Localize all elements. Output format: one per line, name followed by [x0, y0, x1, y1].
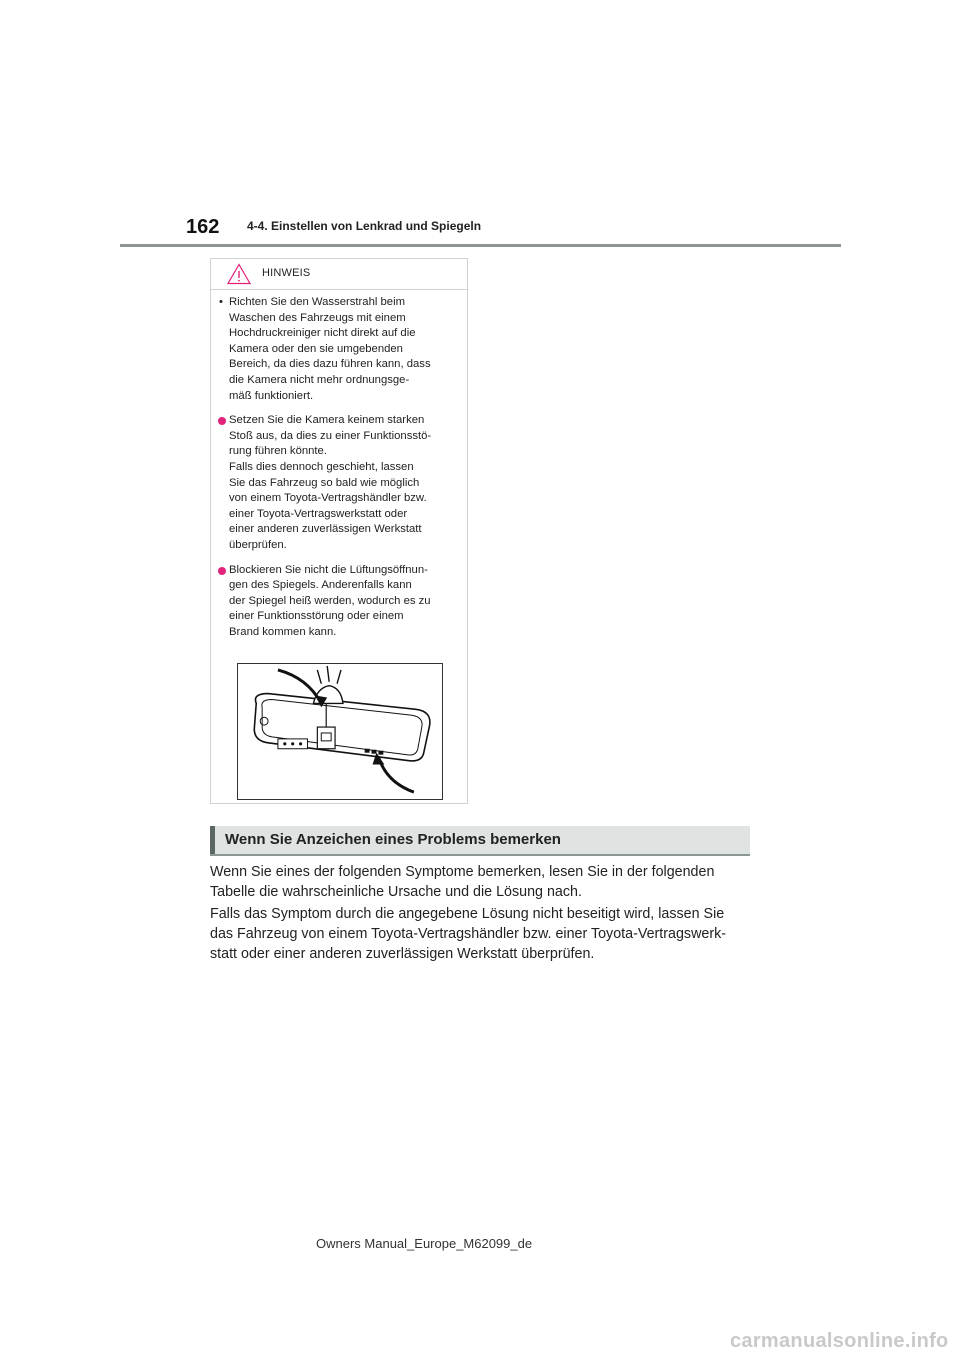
notice-body: [211, 290, 467, 640]
notice-box: [210, 258, 468, 804]
notice-item-text: Setzen Sie die Kamera keinem starken Stoß aus, da dies zu einer Funktionsstö- rung führen könnte. Falls dies dennoch geschieht, lassen Sie das Fahrzeug so bald wie möglich von einem Toyota-Vertragshändler bzw. einer Toyota-Vertragswerkstatt oder einer anderen zuverlässigen Werkstatt überprüfen.: [229, 414, 432, 551]
footer-manual-id: Owners Manual_Europe_M62099_de: [316, 1236, 533, 1251]
warning-triangle-icon: [227, 263, 251, 285]
watermark-logo: carmanualsonline.info: [730, 1330, 949, 1352]
notice-item-2: [219, 413, 459, 553]
notice-label: HINWEIS: [262, 267, 311, 279]
notice-header: [211, 259, 467, 290]
dash-bullet-icon: •: [219, 296, 223, 308]
rear-view-mirror-icon: [238, 664, 442, 799]
body-paragraph-1: Wenn Sie eines der folgenden Symptome bemerken, lesen Sie in der folgenden Tabelle die wahrscheinliche Ursache und die Lösung nach.: [210, 864, 715, 900]
pink-dot-bullet-icon: [218, 567, 226, 575]
header-rule: [120, 244, 841, 247]
pink-dot-bullet-icon: [218, 417, 226, 425]
notice-item-text: Blockieren Sie nicht die Lüftungsöffnun- gen des Spiegels. Anderenfalls kann der Spiegel heiß werden, wodurch es zu einer Funktionsstörung oder einem Brand kommen kann.: [229, 563, 431, 638]
page-number: 162: [186, 216, 220, 238]
mirror-illustration: [237, 663, 443, 800]
notice-item-text: Richten Sie den Wasserstrahl beim Waschen des Fahrzeugs mit einem Hochdruckreiniger nicht direkt auf die Kamera oder den sie umgebenden Bereich, da dies dazu führen kann, dass die Kamera nicht mehr ordnungsge- mäß funktioniert.: [229, 296, 431, 402]
heading-accent: [210, 826, 215, 854]
section-heading-bar: [210, 826, 750, 856]
section-heading: Wenn Sie Anzeichen eines Problems bemerken: [225, 831, 561, 848]
body-paragraph-2: Falls das Symptom durch die angegebene Lösung nicht beseitigt wird, lassen Sie das Fahrzeug von einem Toyota-Vertragshändler bzw. einer Toyota-Vertragswerk- statt oder einer anderen zuverlässigen Werkstatt überprüfen.: [210, 906, 727, 962]
section-title: 4-4. Einstellen von Lenkrad und Spiegeln: [247, 219, 482, 233]
notice-item-1: [219, 295, 459, 404]
notice-item-3: [219, 563, 459, 641]
